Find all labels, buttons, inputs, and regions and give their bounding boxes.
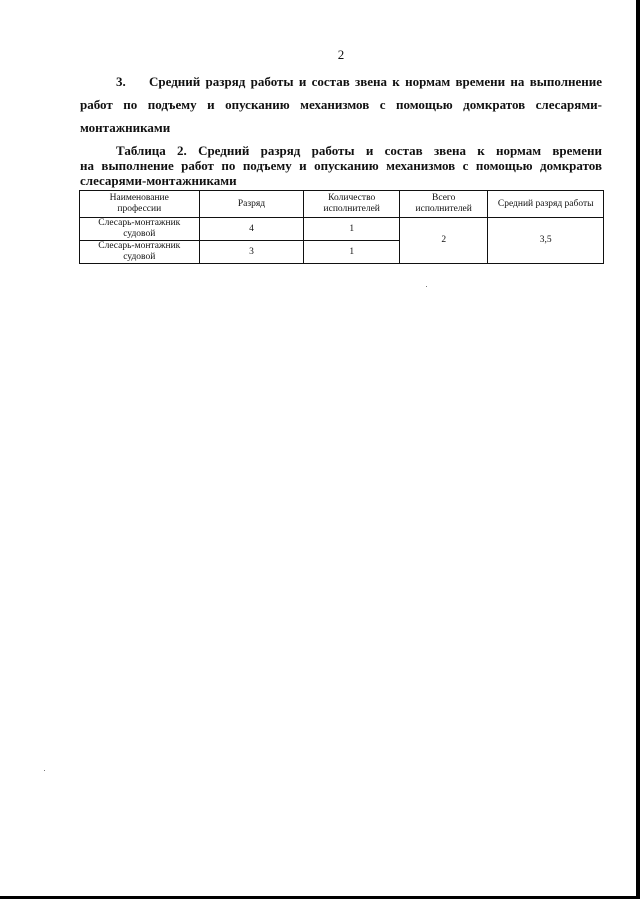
- table-caption-line-2: на выполнение работ по подъему и опусканию механизмов с помощью домкратов: [80, 158, 602, 173]
- section-heading: [80, 70, 602, 139]
- header-grade: Разряд: [199, 191, 304, 218]
- scan-edge-right: [636, 0, 640, 899]
- scan-speck: [426, 286, 427, 287]
- table-row: [80, 218, 604, 241]
- average-grade: 3,5: [488, 218, 604, 264]
- row-2-profession-line-2: судовой: [123, 252, 156, 262]
- row-2-profession-line-1: Слесарь-монтажник: [98, 241, 181, 251]
- row-1-profession-line-1: Слесарь-монтажник: [98, 218, 181, 228]
- total-performers: 2: [400, 218, 488, 264]
- scan-speck: [44, 770, 45, 771]
- section-title-part-3: монтажниками: [80, 120, 171, 135]
- section-heading-line-1: [80, 70, 602, 93]
- section-title-part-1: Средний разряд работы и состав звена к нормам времени на выполнение: [149, 74, 602, 89]
- row-2-profession: [80, 241, 200, 264]
- row-1-count: 1: [304, 218, 400, 241]
- header-count: [304, 191, 400, 218]
- header-count-line-1: Количество: [328, 193, 376, 203]
- row-1-profession: [80, 218, 200, 241]
- header-total-line-2: исполнителей: [415, 204, 472, 214]
- row-2-count: 1: [304, 241, 400, 264]
- header-total-line-1: Всего: [432, 193, 456, 203]
- header-profession-line-2: профессии: [117, 204, 162, 214]
- table-caption-line-3: слесарями-монтажниками: [80, 173, 237, 188]
- crew-grade-table: [79, 190, 604, 264]
- header-average-grade: Средний разряд работы: [488, 191, 604, 218]
- header-profession: [80, 191, 200, 218]
- section-title-part-2: работ по подъему и опусканию механизмов с помощью домкратов слесарями-: [80, 97, 602, 112]
- header-count-line-2: исполнителей: [323, 204, 380, 214]
- header-profession-line-1: Наименование: [109, 193, 169, 203]
- table-caption-line-1: Таблица 2. Средний разряд работы и состав звена к нормам времени: [116, 143, 602, 158]
- header-total: [400, 191, 488, 218]
- table-header-row: [80, 191, 604, 218]
- row-2-grade: 3: [199, 241, 304, 264]
- row-1-grade: 4: [199, 218, 304, 241]
- row-1-profession-line-2: судовой: [123, 229, 156, 239]
- page-number: 2: [337, 47, 345, 62]
- section-number: 3.: [116, 74, 126, 89]
- table-caption: [80, 143, 602, 188]
